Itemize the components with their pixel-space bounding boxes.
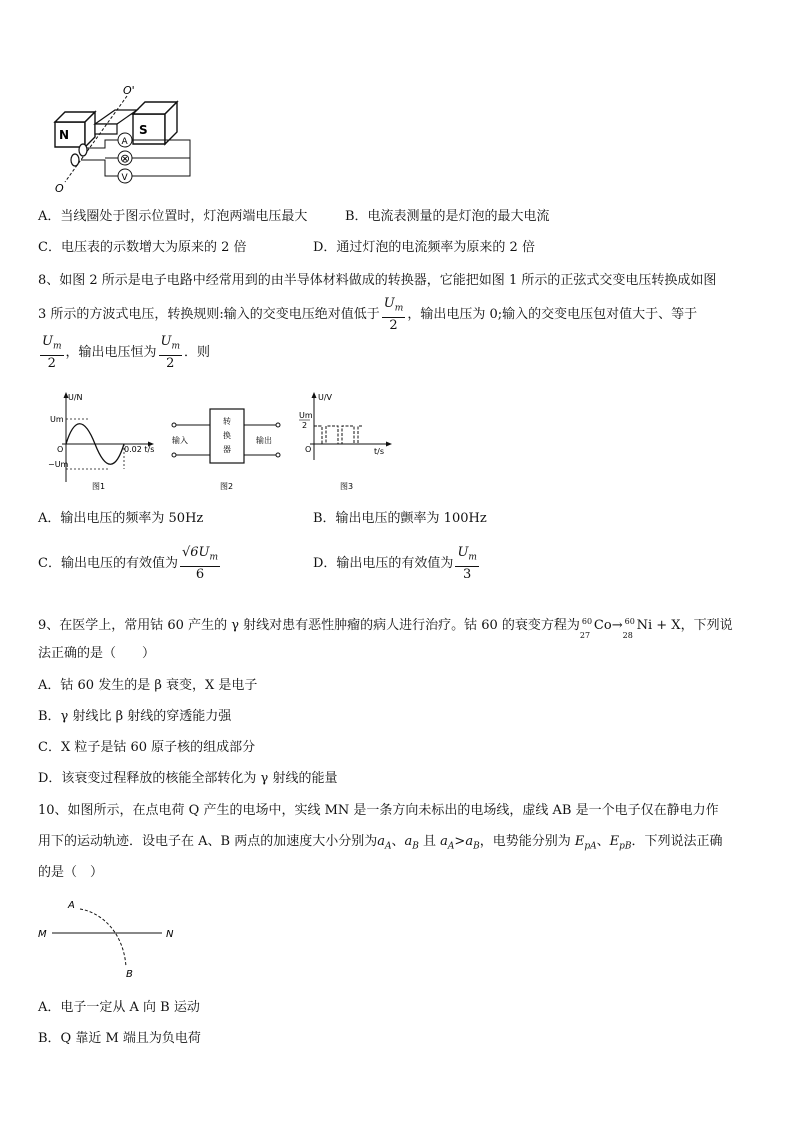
q8-stem-line2 bbox=[38, 296, 697, 333]
magnet-n-label: N bbox=[59, 128, 70, 142]
optd-den: 3 bbox=[463, 566, 472, 582]
half-um-fraction-3 bbox=[159, 334, 183, 371]
q10-stem-line2c: ．下列说法正确 bbox=[631, 834, 723, 849]
a-a-symbol: a bbox=[377, 834, 385, 849]
q10-stem-line3: 的是（ ） bbox=[38, 865, 104, 880]
fig3-t-label: t/s bbox=[374, 447, 384, 456]
cmp-a-sub: A bbox=[447, 841, 455, 852]
figure-1-sine bbox=[48, 390, 158, 490]
figure-3-square bbox=[296, 390, 396, 490]
q9-option-d: D．该衰变过程释放的核能全部转化为 γ 射线的能量 bbox=[38, 771, 338, 786]
q8-option-a: A．输出电压的频率为 50Hz bbox=[38, 511, 204, 526]
optc-num: √6U bbox=[181, 545, 210, 560]
point-b-label: B bbox=[126, 969, 133, 980]
fig3-level-num: Um bbox=[299, 411, 313, 420]
q10-option-b: B．Q 靠近 M 端且为负电荷 bbox=[38, 1031, 201, 1046]
q9-stem-line1a: 9、在医学上，常用钴 60 产生的 γ 射线对患有恶性肿瘤的病人进行治疗。钴 60 的衰变方程为 bbox=[38, 618, 580, 633]
a-b-symbol: a bbox=[404, 834, 413, 849]
fig1-origin-label: O bbox=[57, 445, 64, 454]
magnet-s-label: S bbox=[139, 123, 148, 137]
frac-num-3: U bbox=[160, 334, 172, 349]
q9-stem-line1 bbox=[38, 614, 733, 638]
figure-2-converter bbox=[168, 405, 286, 490]
q10-stem-line2b: ，电势能分别为 bbox=[479, 834, 575, 849]
half-um-fraction bbox=[382, 296, 406, 333]
cmp-a: a bbox=[440, 834, 448, 849]
sep2: 、 bbox=[596, 834, 610, 849]
q9-stem-line2: 法正确的是（ ） bbox=[38, 646, 156, 661]
um-over-3 bbox=[455, 545, 479, 582]
frac-num-2: U bbox=[42, 334, 53, 349]
q8-option-c-text: C．输出电压的有效值为 bbox=[38, 555, 178, 571]
q7-option-a: A．当线圈处于图示位置时，灯泡两端电压最大 bbox=[38, 209, 308, 224]
fig3-origin-label: O bbox=[305, 445, 312, 454]
lamp-symbol: ⊗ bbox=[120, 151, 131, 166]
frac-den-3: 2 bbox=[166, 355, 175, 371]
fig1-caption: 图1 bbox=[92, 482, 106, 490]
fig1-t-label: 0.02 t/s bbox=[124, 445, 155, 454]
fig1-yaxis-label: U/N bbox=[68, 393, 83, 402]
q10-stem-line2 bbox=[38, 833, 723, 856]
q8-stem-line3b: ．则 bbox=[184, 344, 211, 360]
q8-option-b: B．输出电压的颤率为 100Hz bbox=[313, 511, 487, 526]
ni-symbol: Ni + X bbox=[636, 618, 681, 633]
q8-stem-line2b: ，输出电压为 0;输入的交变电压包对值大于、等于 bbox=[407, 306, 698, 322]
q7-option-d: D．通过灯泡的电流频率为原来的 2 倍 bbox=[313, 240, 535, 255]
fig2-box-char1: 转 bbox=[223, 417, 231, 426]
cmp-b: a bbox=[465, 834, 474, 849]
optc-den: 6 bbox=[195, 566, 205, 582]
q8-stem-line1: 8、如图 2 所示是电子电路中经常用到的由半导体材料做成的转换器，它能把如图 1 所示的正弦式交变电压转换成如图 bbox=[38, 273, 717, 288]
fig2-box-char3: 器 bbox=[223, 445, 231, 454]
axis-o-prime-label: O' bbox=[123, 84, 135, 97]
q10-stem-line2a: 用下的运动轨迹．设电子在 A、B 两点的加速度大小分别为 bbox=[38, 834, 378, 849]
fig3-level-den: 2 bbox=[302, 421, 308, 430]
epb-symbol: E bbox=[609, 834, 620, 849]
fig3-caption: 图3 bbox=[340, 482, 354, 490]
sqrt6-um-over-6 bbox=[180, 545, 220, 582]
fig3-yaxis-label: U/V bbox=[318, 393, 333, 402]
optc-num-sub: m bbox=[209, 552, 219, 563]
fig2-output-label: 输出 bbox=[256, 436, 272, 445]
co-nuclide-index bbox=[579, 616, 594, 640]
frac-num-sub-2: m bbox=[52, 341, 62, 352]
point-n-label: N bbox=[166, 929, 174, 940]
decay-arrow: → bbox=[611, 618, 623, 633]
q8-option-c bbox=[38, 545, 222, 582]
ni-mass-number: 60 bbox=[624, 616, 635, 626]
q8-stem-line3 bbox=[38, 334, 210, 371]
a-a-sub: A bbox=[384, 841, 392, 852]
fig2-box-char2: 换 bbox=[223, 431, 231, 440]
fig1-neg-um-label: −Um bbox=[48, 460, 69, 469]
frac-num: U bbox=[383, 296, 395, 311]
q9-option-c: C．X 粒子是钴 60 原子核的组成部分 bbox=[38, 740, 256, 755]
q8-option-d-text: D．输出电压的有效值为 bbox=[313, 555, 454, 571]
q10-stem-line1: 10、如图所示，在点电荷 Q 产生的电场中，实线 MN 是一条方向未标出的电场线，虚线 AB 是一个电子仅在静电力作 bbox=[38, 803, 719, 818]
frac-num-sub-3: m bbox=[171, 341, 181, 352]
q10-option-a: A．电子一定从 A 向 B 运动 bbox=[38, 1000, 200, 1015]
fig2-input-label: 输入 bbox=[172, 436, 188, 445]
gt-sign: > bbox=[454, 834, 466, 849]
and-text: 且 bbox=[418, 834, 441, 849]
sep1: 、 bbox=[391, 834, 405, 849]
point-a-label: A bbox=[68, 900, 75, 911]
axis-o-label: O bbox=[55, 182, 64, 195]
q8-option-d bbox=[313, 545, 481, 582]
fig2-caption: 图2 bbox=[220, 482, 234, 490]
q9-option-b: B．γ 射线比 β 射线的穿透能力强 bbox=[38, 709, 232, 724]
ammeter-label: A bbox=[121, 137, 128, 147]
point-m-label: M bbox=[38, 929, 47, 940]
optd-num-sub: m bbox=[468, 552, 477, 563]
epa-symbol: E bbox=[574, 834, 585, 849]
frac-den: 2 bbox=[389, 317, 398, 333]
generator-figure bbox=[45, 82, 195, 197]
field-line-figure bbox=[34, 895, 184, 980]
co-atomic-number: 27 bbox=[579, 630, 591, 640]
cmp-b-sub: B bbox=[473, 841, 480, 852]
frac-den-2: 2 bbox=[47, 355, 56, 371]
q9-stem-line1b: ，下列说 bbox=[680, 618, 733, 633]
epb-sub: pB bbox=[619, 841, 632, 852]
q8-stem-line3a: ，输出电压恒为 bbox=[65, 344, 157, 360]
half-um-fraction-2 bbox=[40, 334, 64, 371]
co-symbol: Co bbox=[593, 618, 612, 633]
fig1-um-label: Um bbox=[50, 415, 64, 424]
q9-option-a: A．钴 60 发生的是 β 衰变，X 是电子 bbox=[38, 678, 258, 693]
q7-option-b: B．电流表测量的是灯泡的最大电流 bbox=[345, 209, 550, 224]
ni-nuclide-index bbox=[622, 616, 637, 640]
voltmeter-label: V bbox=[121, 173, 128, 183]
co-mass-number: 60 bbox=[581, 616, 593, 626]
epa-sub: pA bbox=[584, 841, 597, 852]
q7-option-c: C．电压表的示数增大为原来的 2 倍 bbox=[38, 240, 247, 255]
a-b-sub: B bbox=[412, 841, 419, 852]
ni-atomic-number: 28 bbox=[622, 630, 633, 640]
frac-num-sub: m bbox=[394, 303, 404, 314]
q8-stem-line2a: 3 所示的方波式电压，转换规则:输入的交变电压绝对值低于 bbox=[38, 306, 380, 322]
optd-num: U bbox=[457, 545, 469, 560]
